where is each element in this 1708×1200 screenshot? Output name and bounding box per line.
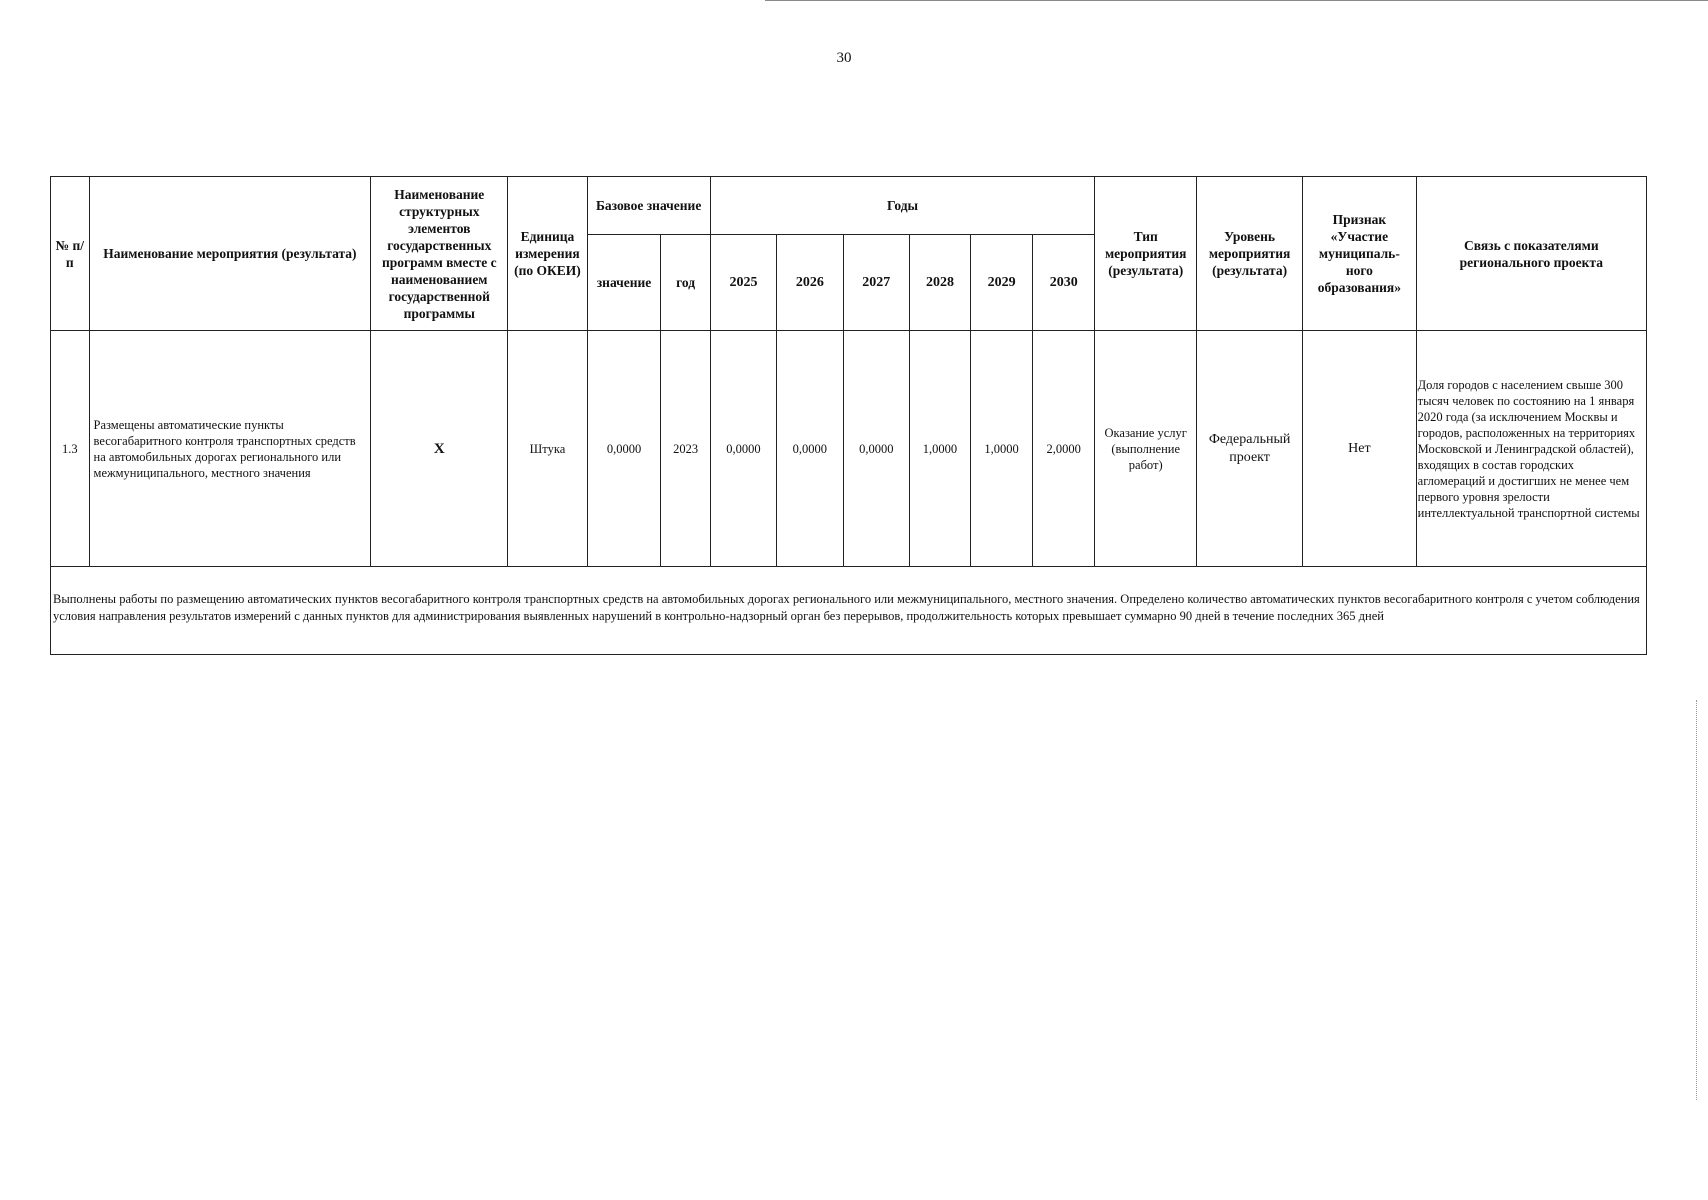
cell-link: Доля городов с населением свыше 300 тысяч человек по состоянию на 1 января 2020 года (за исключением Москвы и городов, расположенных на территориях Московской и Ленинградской областей), входящих в состав городских агломераций и достигших не менее чем первого уровня зрелости интеллектуальной транспортной системы [1416,331,1646,567]
header-base-value: значение [587,235,661,331]
cell-value-2025: 0,0000 [710,331,776,567]
cell-value-2029: 1,0000 [971,331,1033,567]
cell-value-2028: 1,0000 [909,331,970,567]
cell-value-2027: 0,0000 [843,331,909,567]
cell-structural: X [371,331,508,567]
table-row [51,331,1647,567]
scan-top-rule [765,0,1708,1]
activities-table [50,176,1647,655]
cell-type: Оказание услуг (выполнение работ) [1095,331,1197,567]
cell-base-year: 2023 [661,331,710,567]
header-year-2026: 2026 [777,235,843,331]
header-name: Наименование мероприятия (результата) [89,177,371,331]
note-row [51,567,1647,655]
page-number: 30 [836,50,852,66]
cell-name: Размещены автоматические пункты весогабаритного контроля транспортных средств на автомобильных дорогах регионального или межмуниципального, местного значения [89,331,371,567]
header-year-2030: 2030 [1033,235,1095,331]
header-num: № п/п [51,177,90,331]
cell-unit: Штука [508,331,587,567]
header-unit: Единица измерения (по ОКЕИ) [508,177,587,331]
header-type: Тип мероприятия (результата) [1095,177,1197,331]
header-municipal: Признак «Участие муниципаль-ного образования» [1303,177,1417,331]
header-year-2025: 2025 [710,235,776,331]
header-base-year: год [661,235,710,331]
cell-num: 1.3 [51,331,90,567]
header-year-2029: 2029 [971,235,1033,331]
scan-edge-mark [1696,700,1699,1100]
header-structural: Наименование структурных элементов государственных программ вместе с наименованием государственной программы [371,177,508,331]
header-year-2028: 2028 [909,235,970,331]
result-description: Выполнены работы по размещению автоматических пунктов весогабаритного контроля транспортных средств на автомобильных дорогах регионального или межмуниципального, местного значения. Определено количество автоматических пунктов весогабаритного контроля с учетом соблюдения условия направления результатов измерений с данных пунктов для администрирования выявленных нарушений в контрольно-надзорный орган без перерывов, продолжительность которых превышает суммарно 90 дней в течение последних 365 дней [51,567,1647,655]
cell-level: Федеральный проект [1197,331,1303,567]
header-level: Уровень мероприятия (результата) [1197,177,1303,331]
cell-base-value: 0,0000 [587,331,661,567]
cell-value-2026: 0,0000 [777,331,843,567]
header-base: Базовое значение [587,177,710,235]
header-years: Годы [710,177,1095,235]
cell-value-2030: 2,0000 [1033,331,1095,567]
header-year-2027: 2027 [843,235,909,331]
header-link: Связь с показателями регионального проекта [1416,177,1646,331]
cell-municipal: Нет [1303,331,1417,567]
